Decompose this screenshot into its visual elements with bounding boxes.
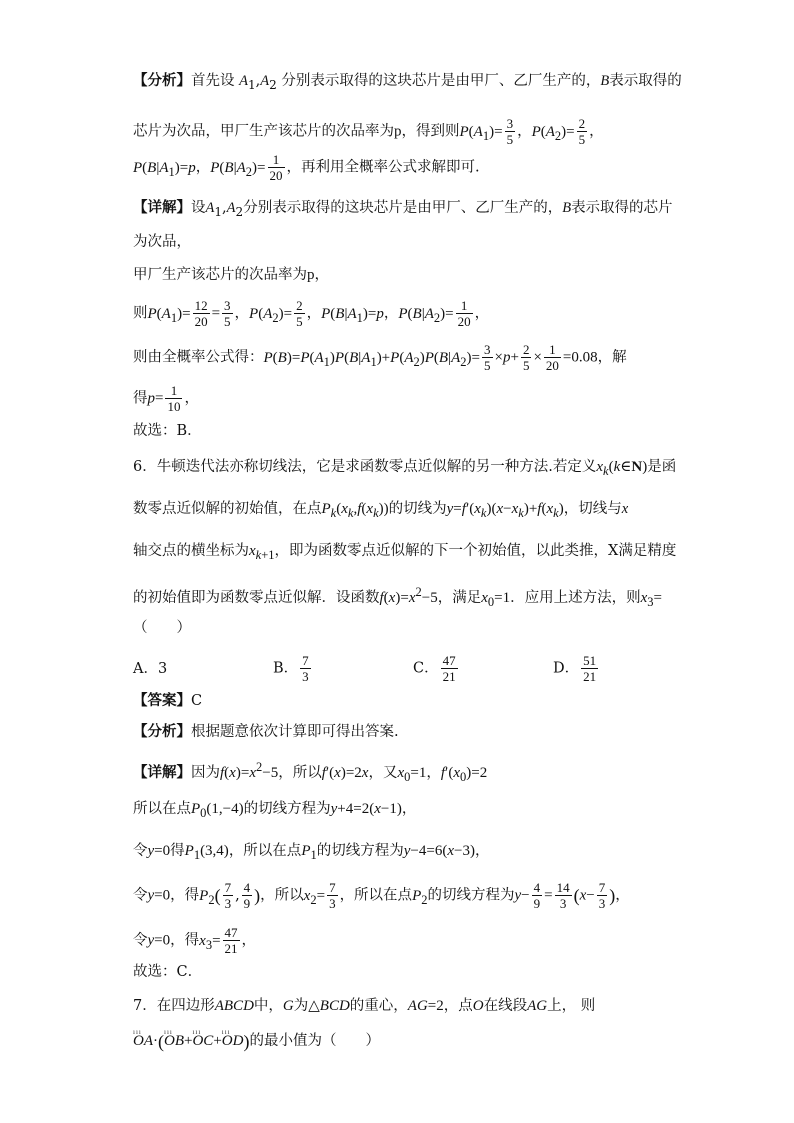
q6-detail-2: 所以在点$P_0(1,-4)$的切线方程为y+4=2(x−1)，	[133, 801, 417, 820]
text: ，切线与	[563, 501, 622, 517]
q6-analysis	[133, 721, 674, 743]
analysis-tag: 【分析】	[133, 73, 191, 89]
analysis-tag: 【分析】	[133, 724, 191, 740]
text: 在线段	[483, 998, 528, 1014]
text: 的最小值为（ ）	[249, 1033, 380, 1049]
text: ，即为函数零点近似解的下一个初始值，以此类推，X满足精度	[274, 543, 677, 559]
detail-line-2: 为次品，	[133, 234, 191, 250]
text: 是函	[647, 459, 677, 475]
text: 表示取得的芯片	[571, 200, 673, 216]
text: 6．牛顿迭代法亦称切线法，它是求函数零点近似解的另一种方法.若定义	[133, 459, 597, 475]
text: ，又	[368, 765, 398, 781]
detail-line-3: 甲厂生产该芯片的次品率为p，	[133, 267, 329, 283]
text: 7．在四边形	[133, 998, 215, 1014]
text: 数零点近似解的初始值，在点	[133, 501, 322, 517]
text: 上， 则	[547, 998, 596, 1014]
option-c[interactable]: C． $\frac{47}{21}$	[413, 653, 456, 684]
q6-answer	[133, 690, 674, 712]
answer-line-5: 故选：B．	[133, 423, 202, 439]
text: ，	[184, 390, 199, 407]
text: 中，	[253, 998, 283, 1014]
text: ，解	[597, 349, 627, 366]
q6-line-2: 数零点近似解的初始值，在点$P_k(x_k,f(x_k))$的切线为$y=f'(x_k)(x-x_k)+f(x_k)$，切线与x	[133, 501, 629, 520]
q6-line-4: 的初始值即为函数零点近似解．设函数$f(x)=x^2-5$，满足$x_0=1$．应用上述方法，则$x_3=$	[133, 585, 662, 609]
option-b-label: B．	[273, 660, 299, 677]
text: 则	[133, 305, 148, 322]
detail-tag: 【详解】	[133, 200, 191, 216]
text: 的初始值即为函数零点近似解．设函数	[133, 590, 380, 606]
option-d[interactable]: D． $\frac{51}{21}$	[553, 653, 597, 684]
answer-value: C	[191, 693, 203, 709]
text: 表示取得的	[609, 73, 682, 89]
text: 设	[191, 200, 206, 216]
text: 令	[133, 843, 148, 859]
text: ，再利用全概率公式求解即可.	[286, 159, 480, 176]
text: ，所以	[278, 765, 322, 781]
q6-detail-5: 令y=0，得$x_3=$ $\frac{47}{21}$ ，	[133, 925, 257, 956]
text: 芯片为次品，甲厂生产该芯片的次品率为	[133, 123, 394, 140]
text: 则由全概率公式得：	[133, 349, 264, 366]
text: ，所以在点	[339, 887, 413, 904]
q7-line-1: 7．在四边形ABCD中，G为△BCD的重心，AG=2，点O在线段AG上， 则	[133, 998, 596, 1014]
text: ，得	[170, 932, 200, 949]
q6-line-1: 6．牛顿迭代法亦称切线法，它是求函数零点近似解的另一种方法.若定义$x_k(k\in N)$是函	[133, 459, 677, 478]
detail-line-1: 【详解】设$A_1,A_2$分别表示取得的这块芯片是由甲厂、乙厂生产的，B表示取得的芯片	[133, 200, 673, 219]
q6-options	[133, 653, 674, 684]
text: 甲厂生产该芯片的次品率为	[133, 267, 307, 283]
text: 的重心，	[349, 998, 408, 1014]
analysis-line-1: 【分析】首先设 $A_1,A_2$ 分别表示取得的这块芯片是由甲厂、乙厂生产的，B表示取得的	[133, 73, 682, 92]
detail-line-4: 则$P(A_1)=$ $\frac{12}{20}$ = $\frac{3}{5}$ ，$P(A_2)=$ $\frac{2}{5}$ ，$P(B|A_1)=p$，$P(B|A_2)=$ $\frac{1}{20}$ ，	[133, 298, 490, 329]
text: 所以在点	[133, 801, 191, 817]
text: 根据题意依次计算即可得出答案.	[191, 724, 399, 740]
analysis-line-3: $P(B|A_1)=p$，$P(B|A_2)=$ $\frac{1}{20}$ ，再利用全概率公式求解即可.	[133, 152, 480, 183]
q6-line-3: 轴交点的横坐标为$x_{k+1}$，即为函数零点近似解的下一个初始值，以此类推，X满足精度	[133, 543, 677, 562]
option-a-label: A．3	[133, 660, 168, 677]
detail-line-5: 则由全概率公式得：$P(B)=P(A_1)P(B|A_1)+P(A_2)P(B|A_2)=$ $\frac{3}{5}$ ×p+ $\frac{2}{5}$ × $\frac{1}{20}$ =0.08，解	[133, 342, 627, 373]
text: 因为	[191, 765, 220, 781]
analysis-line-2: 芯片为次品，甲厂生产该芯片的次品率为p，得到则$P(A_1)=$ $\frac{3}{5}$ ，$P(A_2)=$ $\frac{2}{5}$ ，	[133, 116, 604, 147]
text: 的切线方程为	[243, 801, 331, 817]
option-c-label: C．	[413, 660, 439, 677]
text: 分别表示取得的这块芯片是由甲厂、乙厂生产的，	[281, 73, 601, 89]
text: ，点	[443, 998, 473, 1014]
text: ，满足	[437, 590, 482, 606]
answer-tag: 【答案】	[133, 693, 191, 709]
detail-tag: 【详解】	[133, 765, 191, 781]
text: ，所以	[260, 887, 304, 904]
q6-answer-line: 故选：C．	[133, 964, 203, 980]
text: ．应用上述方法，则	[510, 590, 641, 606]
q6-detail-3: 令y=0得$P_1(3,4)$，所以在点$P_1$的切线方程为y−4=6(x−3)，	[133, 843, 490, 862]
text: ，得	[170, 887, 200, 904]
text: ，	[314, 267, 329, 283]
option-a[interactable]	[133, 658, 273, 680]
text: 得	[133, 390, 148, 407]
text: ，所以在点	[228, 843, 302, 859]
q7-line-2: ııı OA·(ııı OB+ııı OC+ııı OD)的最小值为（ ）	[133, 1030, 674, 1053]
text: 为	[293, 998, 309, 1014]
text: 的切线方程为	[316, 843, 404, 859]
q6-line-5: （ ）	[133, 620, 191, 636]
text: 令	[133, 887, 148, 904]
option-d-label: D．	[553, 660, 580, 677]
q6-detail-1: 【详解】因为$f(x)=x^2-5$，所以f′(x)=2x，又$x_0=1$，$f'(x_0)=2$	[133, 760, 488, 784]
text: ，得到则	[401, 123, 460, 140]
text: 首先设	[191, 73, 235, 89]
text: 的切线方程为	[427, 887, 515, 904]
q6-detail-4: 令y=0，得$P_2$( $\frac{7}{3}$ , $\frac{4}{9}$ )，所以$x_2=$ $\frac{7}{3}$ ，所以在点$P_2$的切线方程为y− $\frac{4}{9}$ = $\frac{14}{3}$ (x− $\frac{7}{3}$ )，	[133, 880, 630, 911]
detail-line-6: 得p= $\frac{1}{10}$ ，	[133, 383, 199, 414]
text: 令	[133, 932, 148, 949]
text: 的切线为	[388, 501, 447, 517]
option-b[interactable]: B． $\frac{7}{3}$	[273, 653, 309, 684]
text: 轴交点的横坐标为	[133, 543, 249, 559]
text: 得	[170, 843, 185, 859]
text: 分别表示取得的这块芯片是由甲厂、乙厂生产的，	[243, 200, 563, 216]
